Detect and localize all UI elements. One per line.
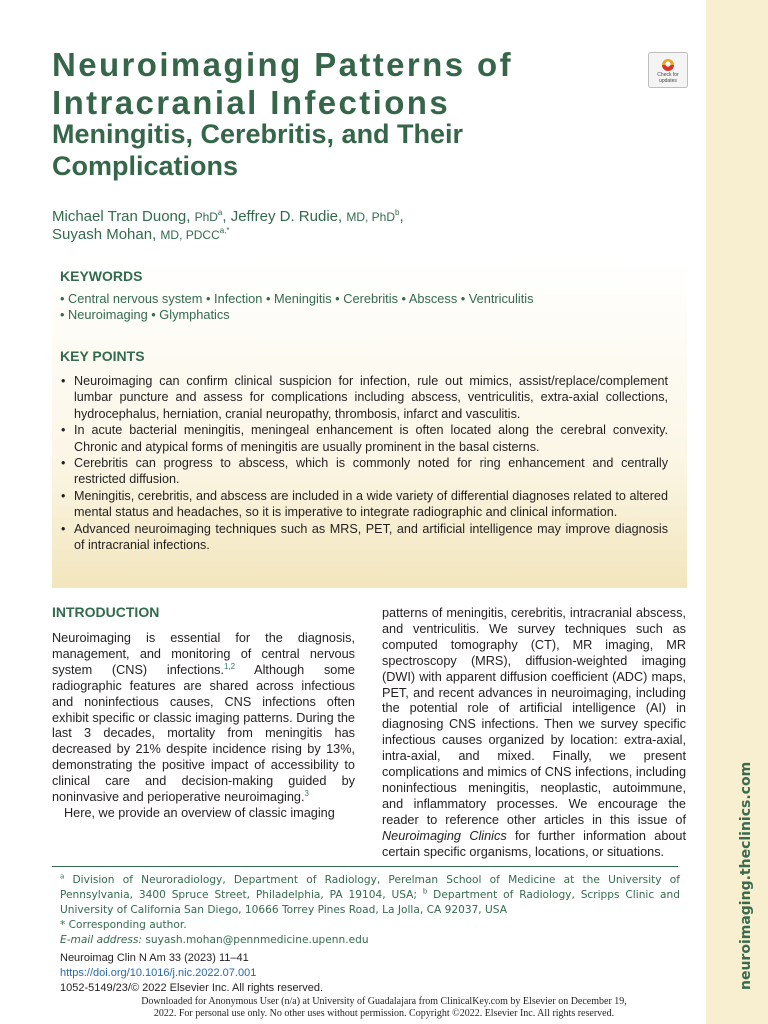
check-for-updates-icon: [660, 56, 676, 72]
body-column-right: [382, 606, 686, 861]
key-points-list: [60, 373, 668, 553]
introduction-heading: INTRODUCTION: [52, 604, 160, 620]
key-point-item: • In acute bacterial meningitis, meningeal enhancement is often located along the cerebral convexity. Chronic and atypical forms of meningitis are usually prominent in the basal cisterns.: [60, 422, 668, 455]
author-degree: MD, PDCC: [160, 228, 220, 242]
reference-link[interactable]: 1,2: [224, 661, 236, 671]
key-points-heading: KEY POINTS: [60, 348, 145, 364]
keywords-list: [60, 291, 660, 323]
doi-link[interactable]: https://doi.org/10.1016/j.nic.2022.07.001: [60, 967, 257, 979]
email-link[interactable]: suyash.mohan@pennmedicine.upenn.edu: [145, 934, 369, 946]
paragraph-text: for further information about certain specific organisms, locations, or situations.: [382, 828, 687, 859]
article-title: [52, 46, 513, 122]
reference-link[interactable]: 3: [304, 788, 309, 798]
key-point-item: • Advanced neuroimaging techniques such as MRS, PET, and artificial intelligence may improve diagnosis of intracranial infections.: [60, 521, 668, 554]
email-label: E-mail address:: [60, 934, 143, 946]
download-notice-line: Downloaded for Anonymous User (n/a) at University of Guadalajara from ClinicalKey.com by Elsevier on December 19,: [141, 996, 627, 1007]
affiliation-mark: b: [395, 208, 400, 217]
affiliation-b: Department of Radiology, Scripps Clinic and University of California San Diego, 10666 Torrey Pines Road, La Jolla, CA 92037, USA: [60, 889, 680, 916]
journal-url: neuroimaging.theclinics.com: [738, 761, 754, 990]
author-list: Michael Tran Duong, PhD$^a$, Jeffrey D. Rudie, MD, PhD$^b$, Suyash Mohan, MD, $PDCC^{a,*}$: [52, 208, 404, 243]
keywords-heading: KEYWORDS: [60, 268, 143, 284]
affiliation-mark: b: [422, 887, 428, 896]
key-point-item: • Cerebritis can progress to abscess, which is commonly noted for ring enhancement and centrally restricted diffusion.: [60, 455, 668, 488]
subtitle-line-2: Complications: [52, 151, 239, 181]
author-degree: PhD: [194, 210, 218, 224]
citation-block: [60, 951, 323, 996]
copyright-line: 1052-5149/23/© 2022 Elsevier Inc. All rights reserved.: [60, 982, 324, 994]
paragraph-text: Neuroimaging is essential for the diagnosis, management, and monitoring of central nervous system (CNS) infections.: [52, 631, 355, 677]
journal-citation: Neuroimag Clin N Am 33 (2023) 11–41: [60, 952, 249, 964]
key-point-item: • Meningitis, cerebritis, and abscess are included in a wide variety of differential diagnoses related to altered mental status and headaches, so it is imperative to integrate radiographic and clinical information.: [60, 488, 668, 521]
paragraph-text: Although some radiographic features are shared across infectious and noninfectious causes, CNS infections often exhibit specific or classic imaging patterns. During the last 3 decades, mortality from meningitis has decreased by 21% despite incidence rising by 13%, demonstrating the positive impact of accessibility to clinical care and decision-making guided by noninvasive and perioperative neuroimaging.: [52, 662, 355, 805]
keywords-line: • Central nervous system • Infection • Meningitis • Cerebritis • Abscess • Ventriculitis: [60, 291, 534, 306]
check-for-updates-label: Check for updates: [657, 72, 679, 84]
subtitle-line-1: Meningitis, Cerebritis, and Their: [52, 119, 464, 149]
title-line-1: Neuroimaging Patterns of: [52, 46, 513, 83]
journal-name: Neuroimaging Clinics: [382, 828, 507, 843]
paragraph-text: Here, we provide an overview of classic imaging: [64, 805, 335, 820]
footnote-divider: [52, 866, 678, 867]
download-notice: [0, 996, 768, 1020]
title-line-2: Intracranial Infections: [52, 84, 451, 121]
article-subtitle: [52, 118, 463, 182]
intro-paragraph-2: [52, 806, 355, 822]
body-column-left: [52, 631, 355, 822]
affiliation-mark: a: [217, 208, 223, 217]
affiliation-a: Division of Neuroradiology, Department of Radiology, Perelman School of Medicine at the University of Pennsylvania, 3400 Spruce Street, Philadelphia, PA 19104, USA;: [60, 874, 680, 901]
keywords-line: • Neuroimaging • Glymphatics: [60, 307, 230, 322]
check-for-updates-button[interactable]: [648, 52, 688, 88]
intro-paragraph-1: [52, 631, 355, 806]
author-name: Suyash Mohan,: [52, 226, 161, 243]
paragraph-text: patterns of meningitis, cerebritis, intracranial abscess, and ventriculitis. We survey techniques such as computed tomography (CT), MR imaging, MR spectroscopy (MRS), diffusion-weighted imaging (DWI) with apparent diffusion coefficient (ADC) maps, PET, and recent advances in neuroimaging, including the potential role of artificial intelligence (AI) in diagnosing CNS infections. Then we survey specific infectious causes organized by location: extra-axial, intra-axial, and mixed. Finally, we present complications and mimics of CNS infections, including noninfectious meningitis, neoplastic, autoimmune, and inflammatory processes. We encourage the reader to reference other articles in this issue of: [382, 606, 686, 827]
author-degree: MD, PhD: [346, 210, 396, 224]
corresponding-author: * Corresponding author.: [60, 919, 187, 931]
affiliation-mark: a,*: [219, 226, 230, 235]
affiliation-mark: a: [60, 872, 65, 881]
author-name: Jeffrey D. Rudie,: [230, 208, 347, 225]
keywords-keypoints-box: [52, 260, 687, 588]
download-notice-line: 2022. For personal use only. No other uses without permission. Copyright ©2022. Elsevier Inc. All rights reserved.: [153, 1008, 615, 1019]
journal-sidebar: [706, 0, 768, 1024]
key-point-item: • Neuroimaging can confirm clinical suspicion for infection, rule out mimics, assist/replace/complement lumbar puncture and assess for complications including abscess, ventriculitis, extra-axial collections, hydrocephalus, herniation, cranial neuropathy, thrombosis, infarct and vasculitis.: [60, 373, 668, 422]
intro-paragraph-continued: [382, 606, 686, 861]
affiliations: [60, 873, 680, 948]
author-name: Michael Tran Duong,: [52, 208, 195, 225]
